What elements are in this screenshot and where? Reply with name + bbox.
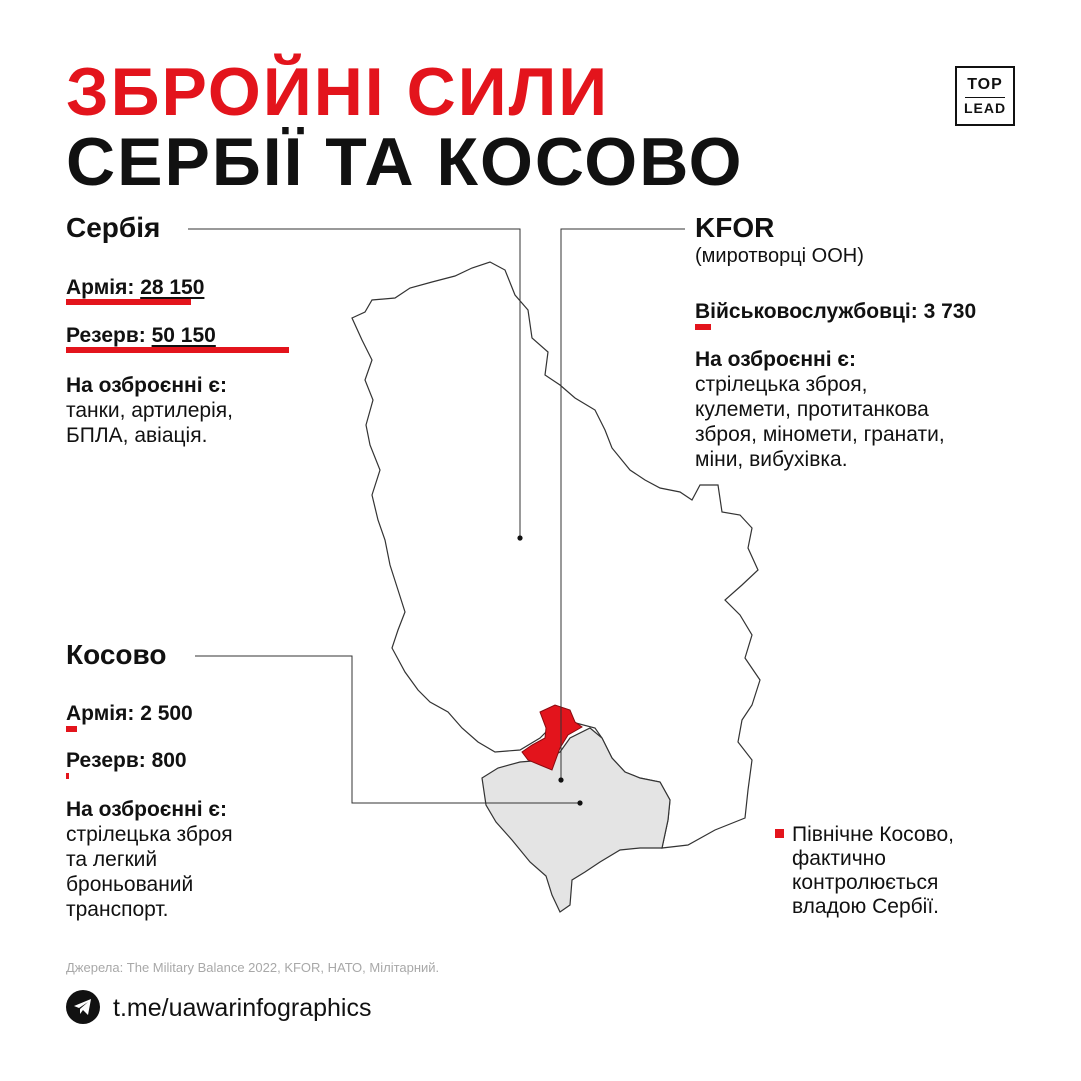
kfor-armament-line: міни, вибухівка. <box>695 448 848 471</box>
serbia-marker <box>517 535 522 540</box>
serbia-reserve-stat <box>66 325 216 346</box>
kosovo-armament-line: та легкий <box>66 848 158 871</box>
serbia-reserve-bar <box>66 347 289 353</box>
logo-top-text: TOP <box>967 76 1003 93</box>
kfor-armament <box>695 347 945 472</box>
title-line-2: СЕРБІЇ ТА КОСОВО <box>66 124 744 200</box>
legend-line: фактично <box>792 847 886 870</box>
kfor-subtitle: (миротворці ООН) <box>695 245 864 267</box>
logo-bottom-text: LEAD <box>963 99 1007 116</box>
kosovo-armament <box>66 797 233 922</box>
kosovo-reserve-bar <box>66 773 69 779</box>
legend-line: контролюється <box>792 871 939 894</box>
legend-line: владою Сербії. <box>792 895 940 918</box>
telegram-icon[interactable] <box>66 990 100 1024</box>
kfor-personnel-label: Військовослужбовці: <box>695 300 918 323</box>
kosovo-heading: Косово <box>66 639 167 670</box>
serbia-heading: Сербія <box>66 212 161 243</box>
kosovo-reserve-label: Резерв: <box>66 749 146 772</box>
kfor-armament-heading: На озброєнні є: <box>695 348 856 371</box>
kosovo-armament-heading: На озброєнні є: <box>66 798 227 821</box>
kosovo-marker <box>577 800 582 805</box>
kfor-marker <box>558 777 563 782</box>
telegram-link[interactable]: t.me/uawarinfographics <box>113 994 372 1022</box>
kosovo-army-value: 2 500 <box>140 702 193 725</box>
logo-divider <box>965 97 1005 98</box>
serbia-armament-line: танки, артилерія, <box>66 399 233 422</box>
kosovo-armament-line: броньований <box>66 873 194 896</box>
kosovo-armament-line: стрілецька зброя <box>66 823 233 846</box>
kfor-armament-line: стрілецька зброя, <box>695 373 868 396</box>
kfor-heading: KFOR <box>695 212 775 243</box>
north-kosovo-legend <box>775 823 954 919</box>
legend-red-square <box>775 829 784 838</box>
kosovo-army-bar <box>66 726 77 732</box>
kfor-armament-line: зброя, міномети, гранати, <box>695 423 945 446</box>
serbia-army-value: 28 150 <box>140 276 205 299</box>
serbia-armament-line: БПЛА, авіація. <box>66 424 208 447</box>
kfor-personnel-stat <box>695 301 976 322</box>
serbia-army-label: Армія: <box>66 276 135 299</box>
telegram-plane-icon <box>73 998 93 1016</box>
serbia-reserve-label: Резерв: <box>66 324 146 347</box>
serbia-army-stat <box>66 277 204 298</box>
serbia-reserve-value: 50 150 <box>151 324 216 347</box>
kfor-personnel-value: 3 730 <box>923 300 977 323</box>
kosovo-armament-line: транспорт. <box>66 898 169 921</box>
kosovo-army-label: Армія: <box>66 702 135 725</box>
serbia-armament <box>66 373 233 448</box>
title-line-1: ЗБРОЙНІ СИЛИ <box>66 54 610 130</box>
kosovo-army-stat <box>66 703 193 724</box>
serbia-armament-heading: На озброєнні є: <box>66 374 227 397</box>
kosovo-reserve-stat <box>66 750 187 771</box>
top-lead-logo <box>955 66 1015 126</box>
serbia-army-bar <box>66 299 191 305</box>
kfor-personnel-bar <box>695 324 711 330</box>
source-note: Джерела: The Military Balance 2022, KFOR, НАТО, Мілітарний. <box>66 960 440 975</box>
kosovo-reserve-value: 800 <box>151 749 187 772</box>
kfor-armament-line: кулемети, протитанкова <box>695 398 929 421</box>
legend-line: Північне Косово, <box>792 823 954 846</box>
